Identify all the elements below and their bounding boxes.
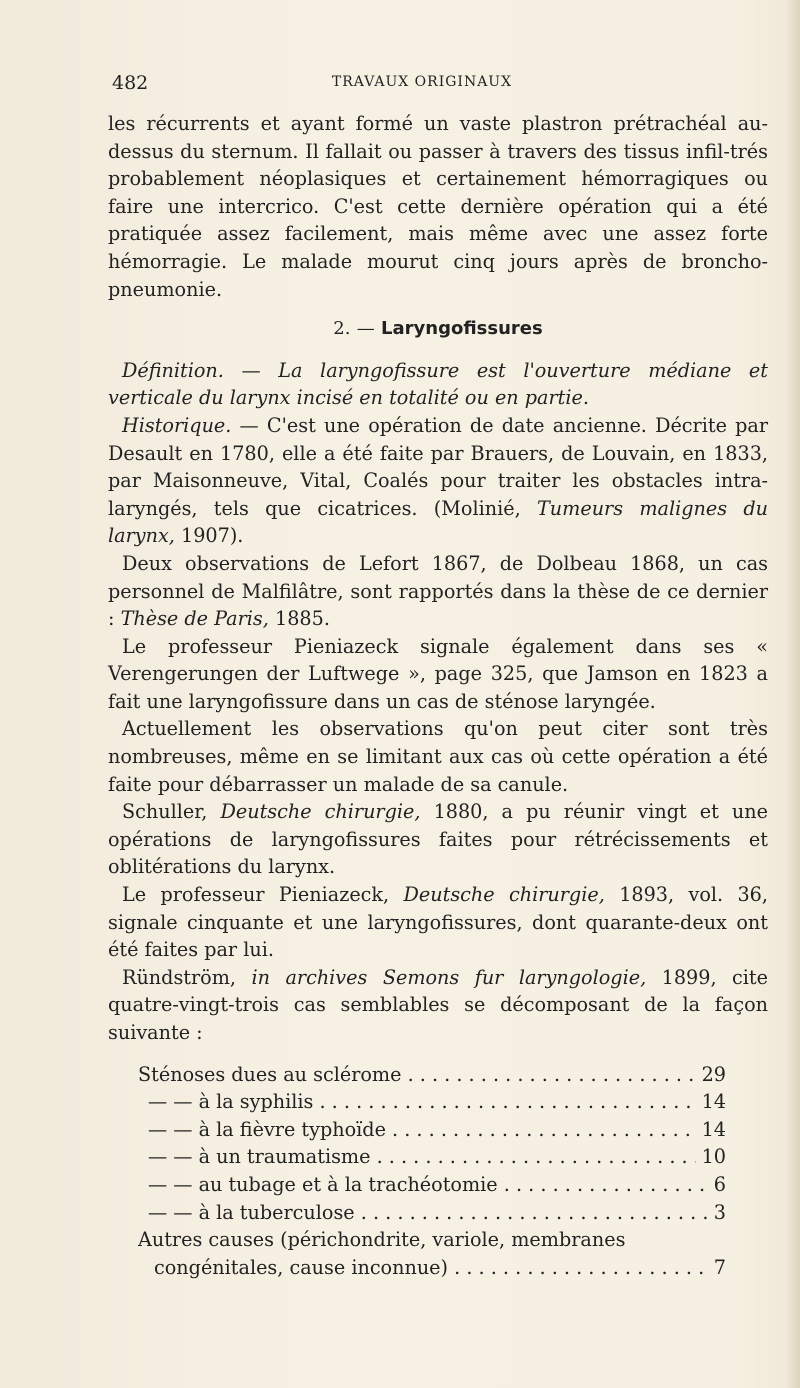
stat-row <box>108 1116 768 1144</box>
section-title: Laryngofissures <box>381 318 543 340</box>
paragraph-historique: Historique. — C'est une opération de date ancienne. Décrite par Desault en 1780, elle a été faite par Brauers, de Louvain, en 1833, par Maisonneuve, Vital, Coalés pour traiter les obstacles intra-laryngés, tels que cicatrices. (Molinié, Tumeurs malignes du larynx, 1907). <box>108 413 768 548</box>
stat-value: 6 <box>708 1171 726 1199</box>
statistics-list <box>108 1061 768 1282</box>
paragraph-pieniazeck: Le professeur Pieniazeck signale également dans ses « Verengerungen der Luftwege », page 325, que Jamson en 1823 a fait une laryngofissure dans un cas de sténose laryngée. <box>108 634 768 713</box>
stat-value: 29 <box>696 1061 726 1089</box>
stat-row <box>108 1199 768 1227</box>
stat-label: — — à la tuberculose . . . <box>138 1199 708 1227</box>
page-number: 482 <box>112 72 149 94</box>
stat-label: — — au tubage et à la trachéotomie . . . <box>138 1171 708 1199</box>
stat-row <box>108 1088 768 1116</box>
page-edge-shadow <box>786 0 800 1388</box>
rund-name: Ründström, <box>122 965 237 989</box>
section-number: 2. <box>333 318 351 340</box>
section-heading <box>108 315 768 343</box>
page-header <box>112 72 732 96</box>
stat-row-autres-2 <box>108 1254 768 1282</box>
section-dash: — <box>356 318 375 340</box>
schuller-end: 1880, a pu réunir vingt et une opérations de laryngofissures faites pour rétrécissements et oblitérations du larynx. <box>108 800 768 879</box>
rund-end: 1899, cite quatre-vingt-trois cas semblables se décomposant de la façon suivante : <box>108 965 768 1044</box>
definition-text: La laryngofissure est l'ouverture médiane et verticale du larynx incisé en totalité ou en partie. <box>108 358 768 410</box>
stat-label: — — à la syphilis . . . <box>138 1088 708 1116</box>
schuller-name: Schuller, <box>122 800 208 824</box>
paragraph-rundstrom <box>108 964 768 1047</box>
paragraph-schuller <box>108 798 768 881</box>
stat-label: — — à un traumatisme . . . <box>138 1143 708 1171</box>
stat-label: Sténoses dues au sclérome . . . <box>138 1061 698 1089</box>
stat-value: 14 <box>696 1116 726 1144</box>
stat-row <box>108 1171 768 1199</box>
historique-end: 1907). <box>180 524 244 548</box>
pien2-name: Le professeur Pieniazeck, <box>122 883 390 907</box>
running-title: TRAVAUX ORIGINAUX <box>331 74 513 90</box>
stat-value: 14 <box>696 1088 726 1116</box>
schuller-work: Deutsche chirurgie, <box>220 800 421 824</box>
paragraph-definition: Définition. — La laryngofissure est l'ouverture médiane et verticale du larynx incisé en totalité ou en partie. <box>108 358 768 410</box>
stat-row-autres <box>108 1226 768 1254</box>
autres-value: 7 <box>708 1254 726 1282</box>
stat-row <box>108 1143 768 1171</box>
rund-work: in archives Semons fur laryngologie, <box>251 965 647 989</box>
page-body <box>108 110 768 1281</box>
deux-end: 1885. <box>274 607 330 631</box>
deux-text: Deux observations de Lefort 1867, de Dolbeau 1868, un cas personnel de Malfilâtre, sont rapportés dans la thèse de ce dernier : <box>108 551 768 631</box>
stat-label: — — à la fièvre typhoïde . . . <box>138 1116 708 1144</box>
autres-line-1: Autres causes (périchondrite, variole, membranes <box>138 1228 626 1252</box>
historique-work: Tumeurs malignes du larynx, <box>108 496 768 548</box>
paragraph-actuellement: Actuellement les observations qu'on peut citer sont très nombreuses, même en se limitant aux cas où cette opération a été faite pour débarrasser un malade de sa canule. <box>108 717 768 796</box>
autres-line-2: congénitales, cause inconnue) . . . <box>154 1254 714 1282</box>
stat-row <box>108 1061 768 1089</box>
pien2-work: Deutsche chirurgie, <box>403 883 605 907</box>
paragraph-deux-observations <box>108 550 768 633</box>
paragraph-pieniazeck-2 <box>108 881 768 964</box>
stat-value: 10 <box>696 1143 726 1171</box>
definition-label: Définition. <box>122 358 224 382</box>
paragraph-intro: les récurrents et ayant formé un vaste plastron prétrachéal au-dessus du sternum. Il fallait ou passer à travers des tissus infil-trés probablement néoplasiques et certainement hémorragiques ou faire une intercrico. C'est cette dernière opération qui a été pratiquée assez facilement, mais même avec une assez forte hémorragie. Le malade mourut cinq jours après de broncho-pneumonie. <box>108 112 768 301</box>
historique-label: Historique. <box>122 413 232 437</box>
stat-value: 3 <box>708 1199 726 1227</box>
deux-work: Thèse de Paris, <box>120 607 269 631</box>
pien2-end: 1893, vol. 36, signale cinquante et une laryngofissures, dont quarante-deux ont été faites par lui. <box>108 883 768 962</box>
historique-text: C'est une opération de date ancienne. Décrite par Desault en 1780, elle a été faite par Brauers, de Louvain, en 1833, par Maisonneuve, Vital, Coalés pour traiter les obstacles intra-laryngés, tels que cicatrices. (Molinié, <box>108 413 768 520</box>
